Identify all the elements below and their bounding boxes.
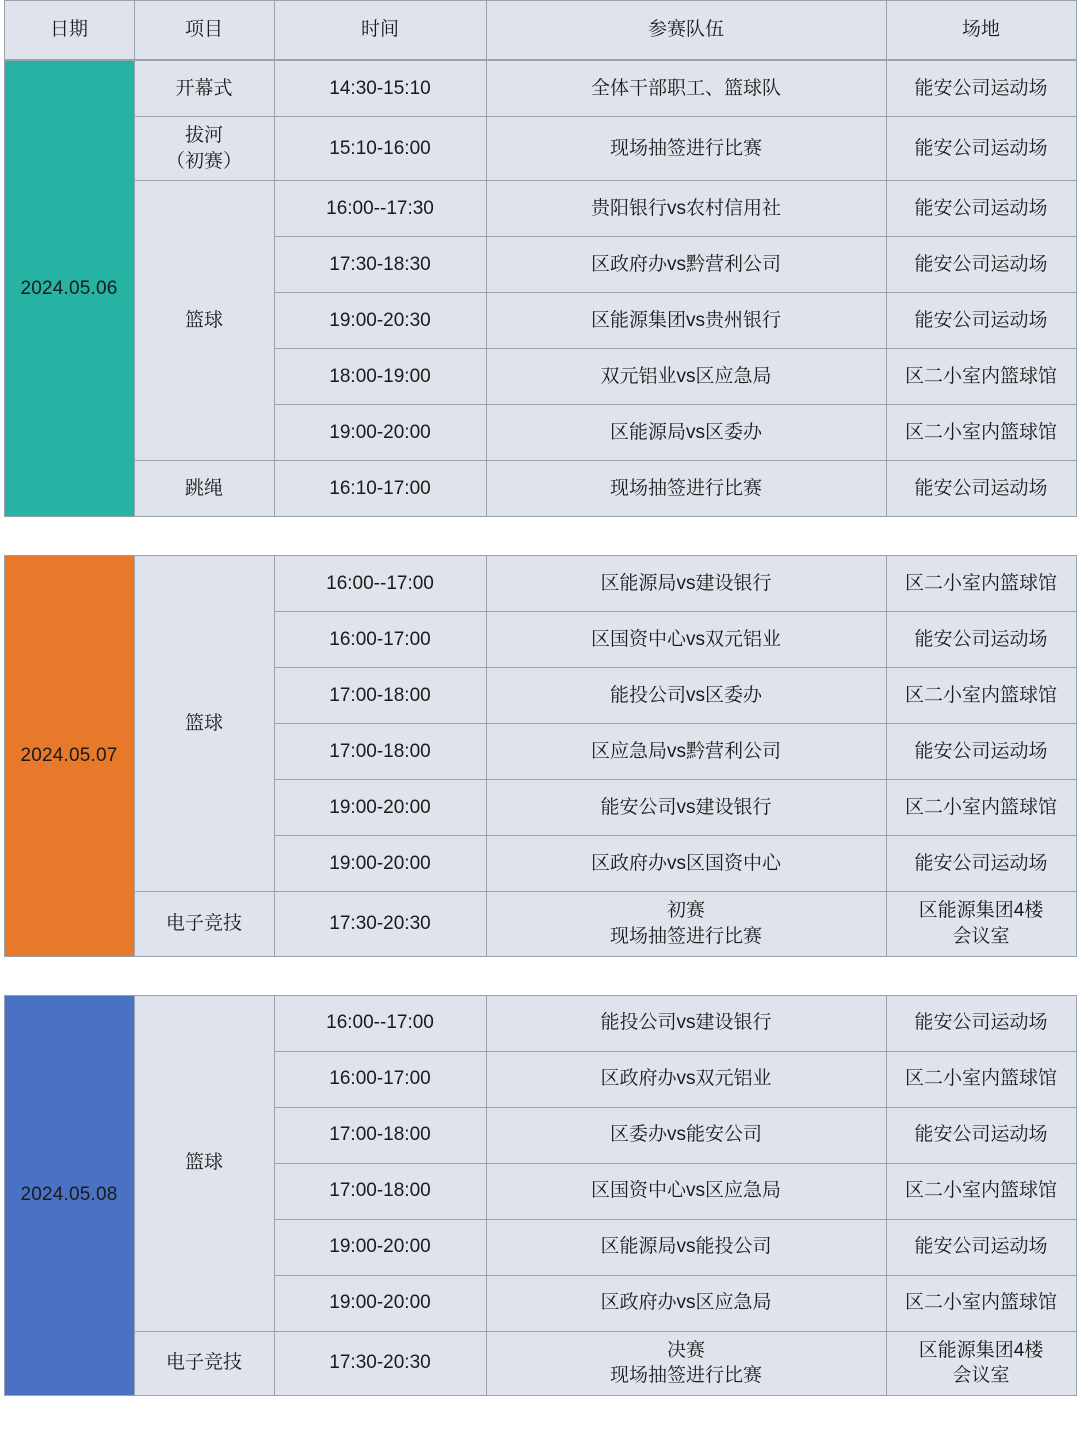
time-cell: 16:00--17:00 — [274, 995, 486, 1051]
header-venue: 场地 — [886, 1, 1076, 60]
time-cell: 19:00-20:30 — [274, 293, 486, 349]
venue-cell: 区二小室内篮球馆 — [886, 780, 1076, 836]
teams-cell: 决赛 现场抽签进行比赛 — [486, 1331, 886, 1395]
table-row — [4, 61, 1076, 117]
item-cell: 开幕式 — [134, 61, 274, 117]
venue-cell: 区二小室内篮球馆 — [886, 1163, 1076, 1219]
venue-cell: 能安公司运动场 — [886, 836, 1076, 892]
schedule-block — [4, 995, 1077, 1396]
time-cell: 16:00-17:00 — [274, 612, 486, 668]
teams-cell: 全体干部职工、篮球队 — [486, 61, 886, 117]
teams-cell: 能投公司vs建设银行 — [486, 995, 886, 1051]
item-cell: 篮球 — [134, 995, 274, 1331]
time-cell: 16:00--17:00 — [274, 556, 486, 612]
table-row — [4, 556, 1076, 612]
header-date: 日期 — [4, 1, 134, 60]
teams-cell: 区政府办vs区应急局 — [486, 1275, 886, 1331]
venue-cell: 区能源集团4楼 会议室 — [886, 892, 1076, 956]
teams-cell: 现场抽签进行比赛 — [486, 117, 886, 181]
item-cell: 篮球 — [134, 181, 274, 461]
schedule-header-table — [4, 0, 1077, 60]
header-teams: 参赛队伍 — [486, 1, 886, 60]
time-cell: 16:00--17:30 — [274, 181, 486, 237]
time-cell: 17:30-18:30 — [274, 237, 486, 293]
teams-cell: 区应急局vs黔营利公司 — [486, 724, 886, 780]
venue-cell: 区二小室内篮球馆 — [886, 556, 1076, 612]
teams-cell: 区国资中心vs双元铝业 — [486, 612, 886, 668]
venue-cell: 能安公司运动场 — [886, 117, 1076, 181]
venue-cell: 能安公司运动场 — [886, 1219, 1076, 1275]
time-cell: 17:30-20:30 — [274, 1331, 486, 1395]
teams-cell: 贵阳银行vs农村信用社 — [486, 181, 886, 237]
teams-cell: 区政府办vs双元铝业 — [486, 1051, 886, 1107]
item-cell: 电子竞技 — [134, 1331, 274, 1395]
date-cell: 2024.05.06 — [4, 61, 134, 517]
venue-cell: 能安公司运动场 — [886, 995, 1076, 1051]
teams-cell: 现场抽签进行比赛 — [486, 461, 886, 517]
teams-cell: 区政府办vs区国资中心 — [486, 836, 886, 892]
venue-cell: 能安公司运动场 — [886, 61, 1076, 117]
teams-cell: 区能源局vs区委办 — [486, 405, 886, 461]
schedule-block — [4, 60, 1077, 517]
time-cell: 17:00-18:00 — [274, 668, 486, 724]
item-cell: 跳绳 — [134, 461, 274, 517]
teams-cell: 区国资中心vs区应急局 — [486, 1163, 886, 1219]
venue-cell: 区二小室内篮球馆 — [886, 1051, 1076, 1107]
time-cell: 16:00-17:00 — [274, 1051, 486, 1107]
table-header — [4, 1, 1076, 60]
time-cell: 19:00-20:00 — [274, 780, 486, 836]
date-cell: 2024.05.08 — [4, 995, 134, 1395]
teams-cell: 初赛 现场抽签进行比赛 — [486, 892, 886, 956]
time-cell: 19:00-20:00 — [274, 836, 486, 892]
table-row — [4, 181, 1076, 237]
venue-cell: 能安公司运动场 — [886, 612, 1076, 668]
time-cell: 15:10-16:00 — [274, 117, 486, 181]
date-cell: 2024.05.07 — [4, 556, 134, 956]
table-row — [4, 117, 1076, 181]
schedule-blocks — [0, 60, 1080, 1396]
venue-cell: 区二小室内篮球馆 — [886, 405, 1076, 461]
time-cell: 17:00-18:00 — [274, 724, 486, 780]
header-row — [4, 1, 1076, 60]
venue-cell: 能安公司运动场 — [886, 237, 1076, 293]
venue-cell: 区能源集团4楼 会议室 — [886, 1331, 1076, 1395]
time-cell: 17:00-18:00 — [274, 1163, 486, 1219]
time-cell: 14:30-15:10 — [274, 61, 486, 117]
bottom-spacer — [0, 1396, 1080, 1418]
teams-cell: 双元铝业vs区应急局 — [486, 349, 886, 405]
block-separator — [0, 957, 1080, 995]
venue-cell: 区二小室内篮球馆 — [886, 668, 1076, 724]
table-row — [4, 461, 1076, 517]
venue-cell: 区二小室内篮球馆 — [886, 1275, 1076, 1331]
time-cell: 19:00-20:00 — [274, 1275, 486, 1331]
table-row — [4, 995, 1076, 1051]
item-cell: 拔河 （初赛） — [134, 117, 274, 181]
teams-cell: 能投公司vs区委办 — [486, 668, 886, 724]
time-cell: 19:00-20:00 — [274, 405, 486, 461]
teams-cell: 区能源局vs能投公司 — [486, 1219, 886, 1275]
venue-cell: 区二小室内篮球馆 — [886, 349, 1076, 405]
block-separator — [0, 517, 1080, 555]
time-cell: 16:10-17:00 — [274, 461, 486, 517]
time-cell: 17:30-20:30 — [274, 892, 486, 956]
item-cell: 篮球 — [134, 556, 274, 892]
teams-cell: 能安公司vs建设银行 — [486, 780, 886, 836]
teams-cell: 区政府办vs黔营利公司 — [486, 237, 886, 293]
header-item: 项目 — [134, 1, 274, 60]
teams-cell: 区能源局vs建设银行 — [486, 556, 886, 612]
item-cell: 电子竞技 — [134, 892, 274, 956]
venue-cell: 能安公司运动场 — [886, 293, 1076, 349]
table-row — [4, 1331, 1076, 1395]
venue-cell: 能安公司运动场 — [886, 461, 1076, 517]
schedule-block — [4, 555, 1077, 956]
header-time: 时间 — [274, 1, 486, 60]
table-row — [4, 892, 1076, 956]
teams-cell: 区委办vs能安公司 — [486, 1107, 886, 1163]
venue-cell: 能安公司运动场 — [886, 724, 1076, 780]
time-cell: 17:00-18:00 — [274, 1107, 486, 1163]
time-cell: 18:00-19:00 — [274, 349, 486, 405]
teams-cell: 区能源集团vs贵州银行 — [486, 293, 886, 349]
time-cell: 19:00-20:00 — [274, 1219, 486, 1275]
venue-cell: 能安公司运动场 — [886, 1107, 1076, 1163]
venue-cell: 能安公司运动场 — [886, 181, 1076, 237]
